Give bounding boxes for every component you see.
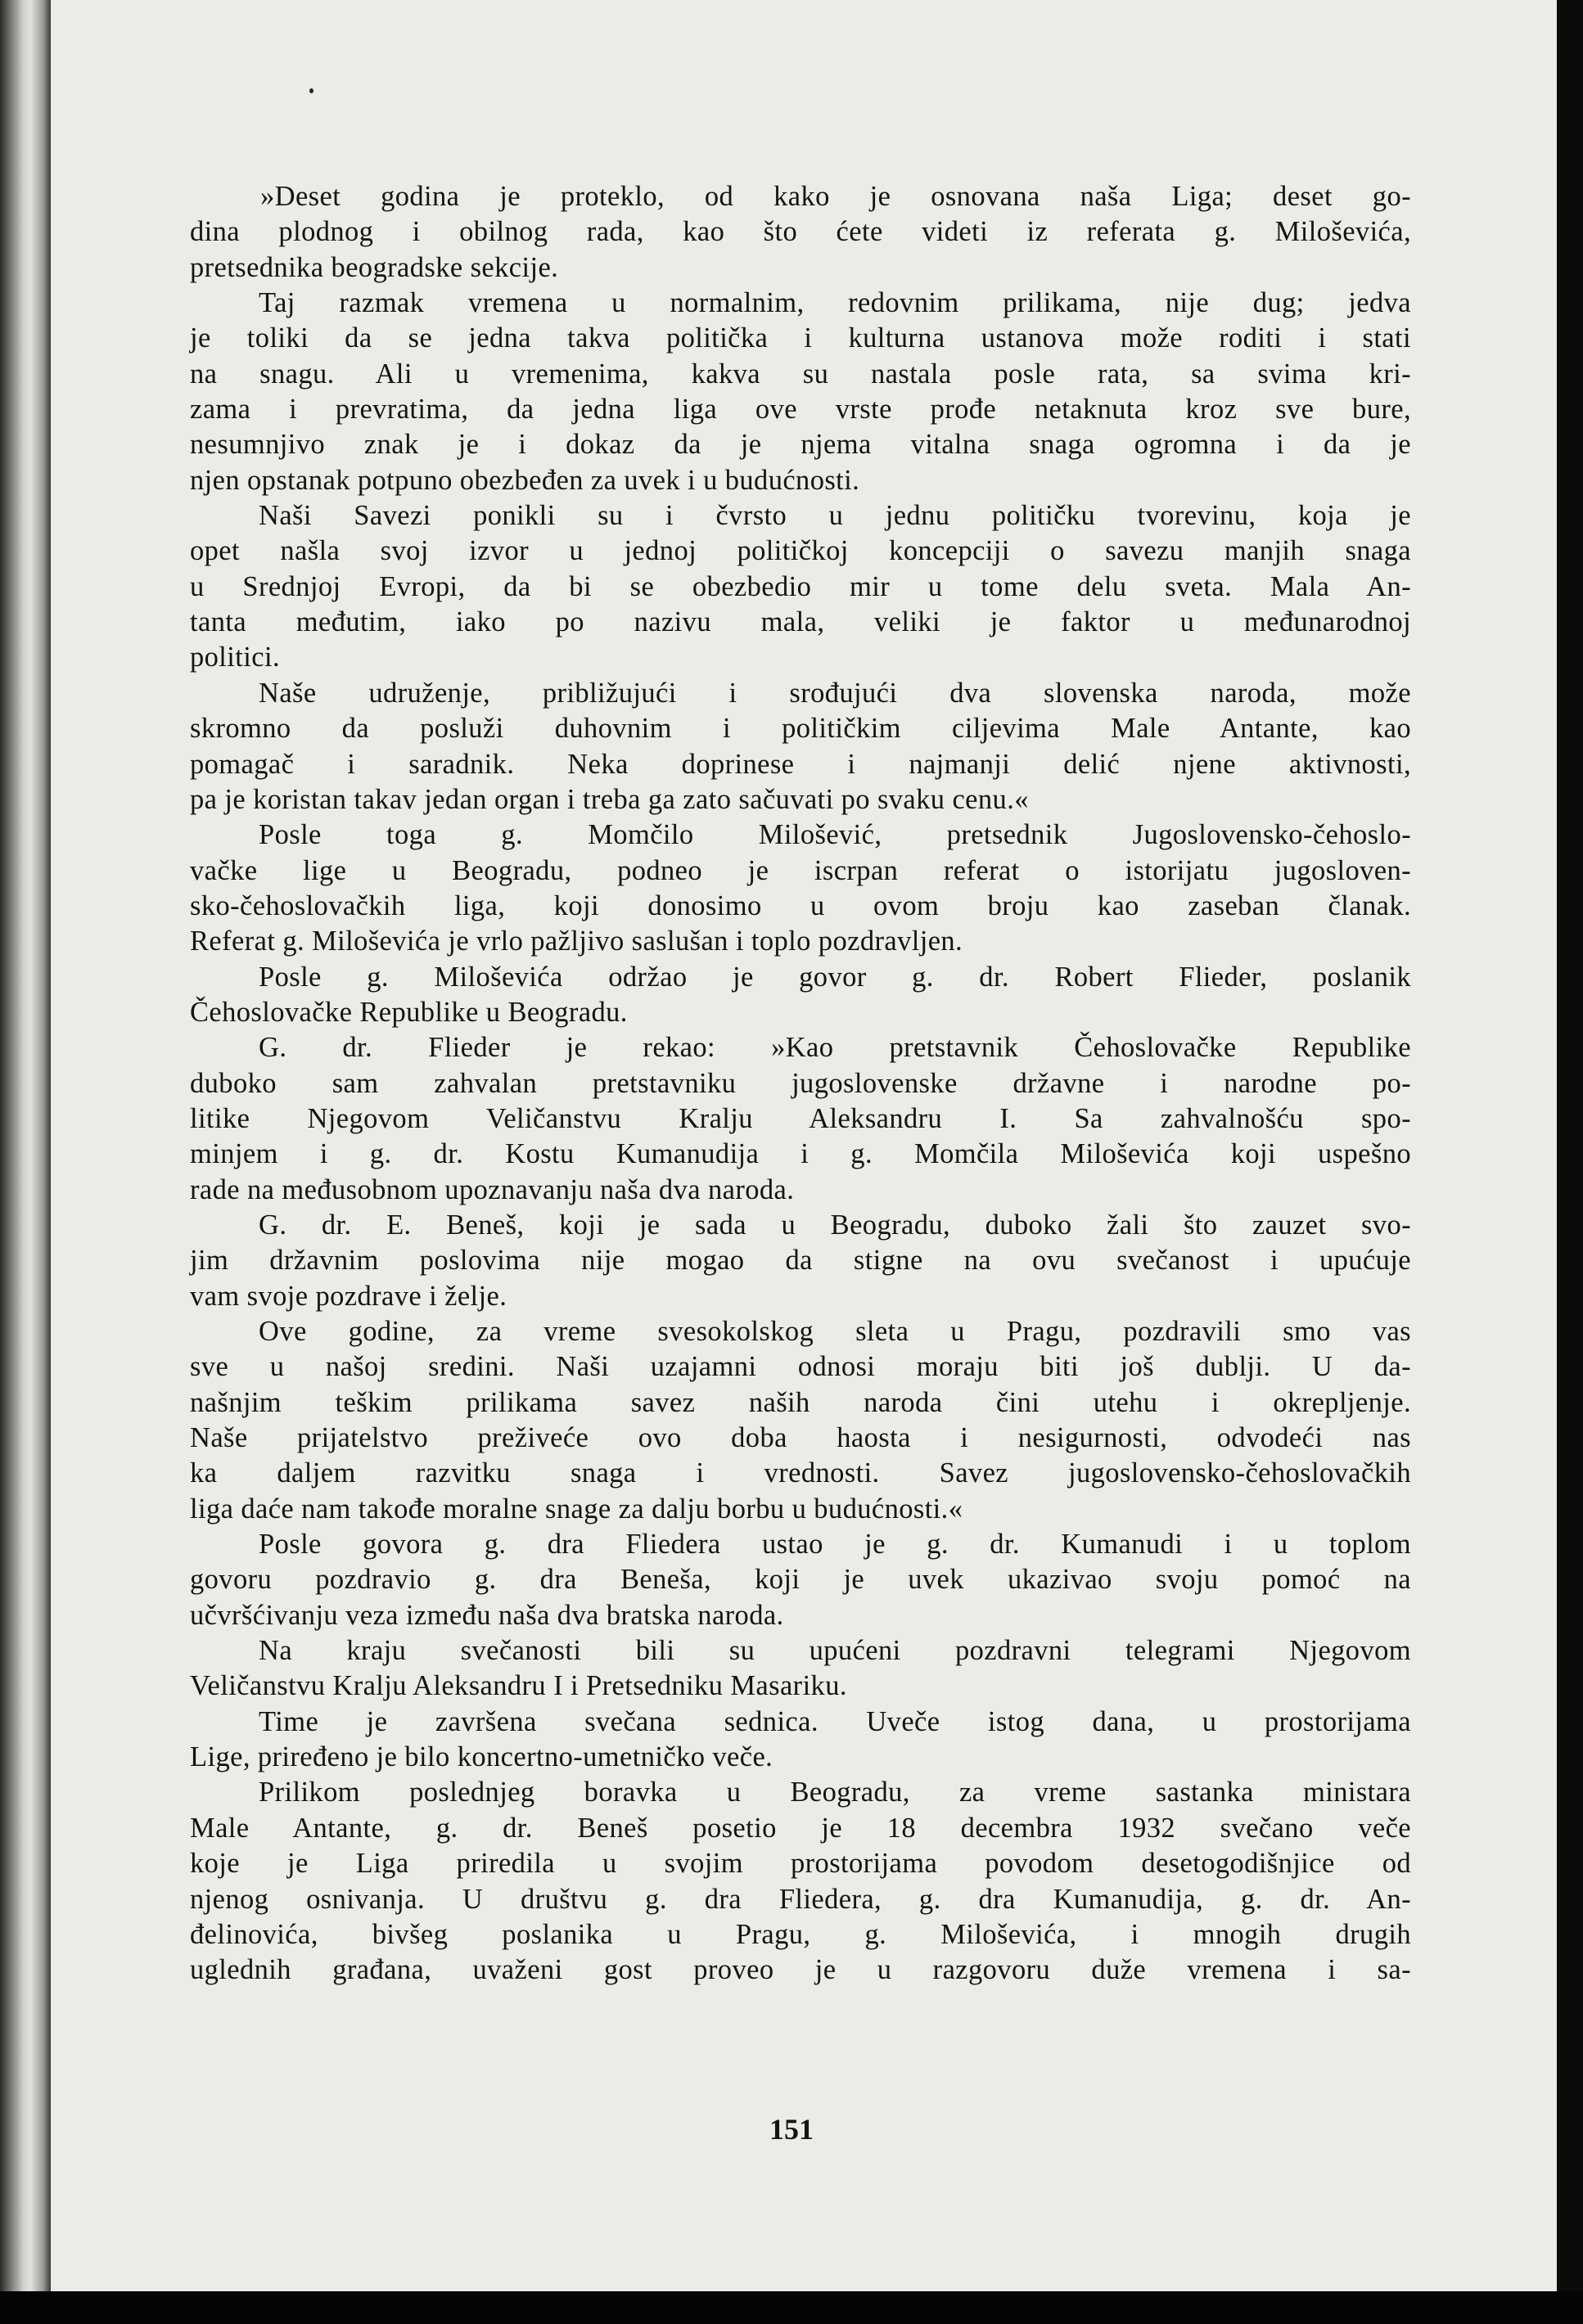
book-binding-edge [0,0,51,2324]
text-line: njen opstanak potpuno obezbeđen za uvek i u budućnosti. [190,464,860,496]
text-line: skromno da posluži duhovnim i političkim ciljevima Male Antante, kao [190,713,1411,745]
text-line: učvršćivanju veza između naša dva bratska naroda. [190,1599,784,1631]
text-line: đelinovića, bivšeg poslanika u Pragu, g. Miloševića, i mnogih drugih [190,1918,1411,1950]
text-line: u Srednjoj Evropi, da bi se obezbedio mir u tome delu sveta. Mala An- [190,570,1411,602]
text-line: politici. [190,642,280,673]
text-line: govoru pozdravio g. dra Beneša, koji je uvek ukazivao svoju pomoć na [190,1564,1411,1596]
text-line: koje je Liga priredila u svojim prostorijama povodom desetogodišnjice od [190,1848,1411,1880]
text-line: Naši Savezi ponikli su i čvrsto u jednu političku tvorevinu, koja je [259,500,1411,532]
text-line: Posle govora g. dra Fliedera ustao je g. dr. Kumanudi i u toplom [259,1529,1411,1561]
text-line: tanta međutim, iako po nazivu mala, veliki je faktor u međunarodnoj [190,606,1411,638]
text-line: G. dr. E. Beneš, koji je sada u Beogradu, duboko žali što zauzet svo- [259,1209,1411,1241]
page-number: 151 [769,2113,814,2146]
text-line: Naše udruženje, približujući i srođujući dva slovenska naroda, može [259,677,1411,709]
text-line: je toliki da se jedna takva politička i kulturna ustanova može roditi i stati [190,322,1411,354]
body-text [190,179,1411,1988]
text-line: sve u našoj sredini. Naši uzajamni odnosi moraju biti još dublji. U da- [190,1351,1411,1383]
text-line: Čehoslovačke Republike u Beogradu. [190,996,628,1028]
text-line: njenog osnivanja. U društvu g. dra Fliedera, g. dra Kumanudija, g. dr. An- [190,1883,1411,1915]
text-line: na snagu. Ali u vremenima, kakva su nastala posle rata, sa svima kri- [190,358,1411,390]
text-line: Naše prijatelstvo preživeće ovo doba haosta i nesigurnosti, odvodeći nas [190,1422,1411,1454]
text-line: vam svoje pozdrave i želje. [190,1280,507,1312]
scan-bottom-border [0,2291,1583,2324]
text-line: »Deset godina je proteklo, od kako je osnovana naša Liga; deset go- [260,181,1411,212]
text-line: uglednih građana, uvaženi gost proveo je u razgovoru duže vremena i sa- [190,1954,1411,1986]
text-line: pretsednika beogradske sekcije. [190,251,559,283]
text-line: dina plodnog i obilnog rada, kao što ćete videti iz referata g. Miloševića, [190,216,1411,248]
text-line: Posle g. Miloševića održao je govor g. dr. Robert Flieder, poslanik [259,961,1411,993]
text-line: minjem i g. dr. Kostu Kumanudija i g. Momčila Miloševića koji uspešno [190,1138,1411,1170]
text-line: pomagač i saradnik. Neka doprinese i najmanji delić njene aktivnosti, [190,748,1411,780]
text-line: Na kraju svečanosti bili su upućeni pozdravni telegrami Njegovom [259,1635,1411,1667]
text-line: Veličanstvu Kralju Aleksandru I i Pretsedniku Masariku. [190,1670,847,1702]
text-line: Referat g. Miloševića je vrlo pažljivo saslušan i toplo pozdravljen. [190,926,963,957]
text-line: vačke lige u Beogradu, podneo je iscrpan referat o istorijatu jugosloven- [190,854,1411,886]
text-line: sko-čehoslovačkih liga, koji donosimo u ovom broju kao zaseban članak. [190,890,1411,921]
text-line: pa je koristan takav jedan organ i treba ga zato sačuvati po svaku cenu.« [190,783,1029,815]
text-line: Male Antante, g. dr. Beneš posetio je 18 decembra 1932 svečano veče [190,1812,1411,1844]
ink-speck [309,88,313,93]
text-line: Ove godine, za vreme svesokolskog sleta u Pragu, pozdravili smo vas [259,1316,1411,1347]
text-line: Posle toga g. Momčilo Milošević, pretsednik Jugoslovensko-čehoslo- [259,819,1411,851]
text-line: duboko sam zahvalan pretstavniku jugoslovenske državne i narodne po- [190,1067,1411,1099]
text-line: ka daljem razvitku snaga i vrednosti. Savez jugoslovensko-čehoslovačkih [190,1457,1411,1489]
text-line: Time je završena svečana sednica. Uveče istog dana, u prostorijama [259,1705,1411,1737]
text-line: G. dr. Flieder je rekao: »Kao pretstavnik Čehoslovačke Republike [259,1032,1411,1064]
text-line: rade na međusobnom upoznavanju naša dva naroda. [190,1173,795,1205]
text-line: jim državnim poslovima nije mogao da stigne na ovu svečanost i upućuje [190,1245,1411,1277]
text-line: opet našla svoj izvor u jednoj političkoj koncepciji o savezu manjih snaga [190,535,1411,567]
text-line: litike Njegovom Veličanstvu Kralju Aleksandru I. Sa zahvalnošću spo- [190,1102,1411,1134]
text-line: Lige, priređeno je bilo koncertno-umetničko veče. [190,1741,773,1773]
text-line: našnjim teškim prilikama savez naših naroda čini utehu i okrepljenje. [190,1386,1411,1418]
text-line: Prilikom poslednjeg boravka u Beogradu, za vreme sastanka ministara [259,1777,1411,1808]
text-line: liga daće nam takođe moralne snage za dalju borbu u budućnosti.« [190,1493,963,1525]
text-line: zama i prevratima, da jedna liga ove vrste prođe netaknuta kroz sve bure, [190,394,1411,426]
text-line: Taj razmak vremena u normalnim, redovnim prilikama, nije dug; jedva [259,287,1411,319]
text-line: nesumnjivo znak je i dokaz da je njema vitalna snaga ogromna i da je [190,429,1411,461]
